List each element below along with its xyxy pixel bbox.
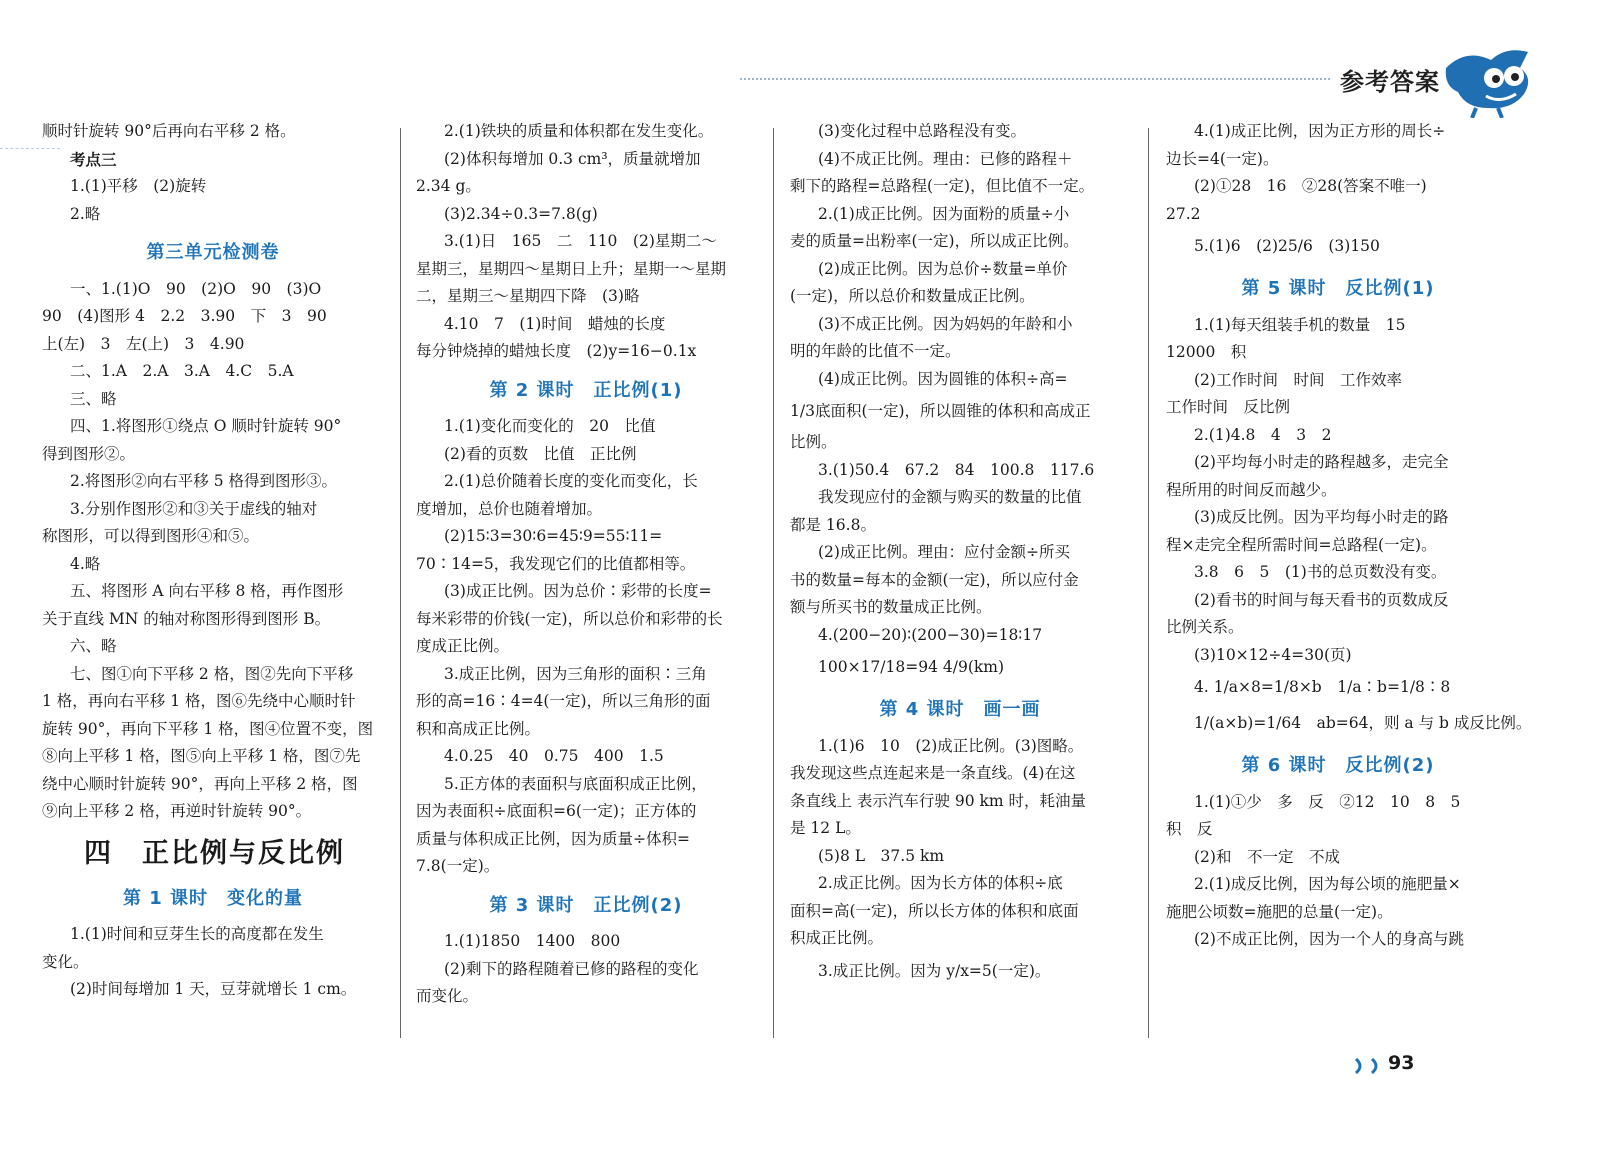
text-line: 明的年龄的比值不一定。	[790, 342, 961, 360]
text-line: 2.略	[70, 204, 101, 223]
text-line: 积和高成正比例。	[416, 719, 541, 738]
text-line: 积成正比例。	[790, 929, 884, 947]
chapter-title: 四 正比例与反比例	[84, 837, 345, 869]
text-line: ⑨向上平移 2 格，再逆时针旋转 90°。	[42, 802, 312, 820]
text-line: 顺时针旋转 90°后再向右平移 2 格。	[42, 122, 296, 140]
text-line: 度增加，总价也随着增加。	[416, 499, 603, 518]
text-line: 1.(1)每天组装手机的数量 15	[1194, 315, 1406, 334]
text-line: 旋转 90°，再向下平移 1 格，图④位置不变，图	[42, 719, 374, 738]
text-line: 3.(1)日 165 二 110 (2)星期二～	[444, 232, 717, 250]
text-line: 二，星期三～星期四下降 (3)略	[416, 287, 640, 305]
section-heading: 第 3 课时 正比例(2)	[489, 894, 683, 916]
header-title: 参考答案	[1340, 68, 1440, 96]
text-line: 比例关系。	[1166, 618, 1244, 636]
text-line: 是 12 L。	[790, 819, 861, 837]
text-line: 1.(1)时间和豆芽生长的高度都在发生	[70, 925, 324, 943]
text-line: 2.(1)成反比例，因为每公顷的施肥量×	[1194, 875, 1461, 893]
text-line: (2)工作时间 时间 工作效率	[1194, 370, 1402, 389]
text-line: 12000 积	[1166, 343, 1247, 361]
header-rule	[740, 78, 1330, 80]
text-line: 度成正比例。	[416, 637, 510, 655]
text-line: (2)平均每小时走的路程越多，走完全	[1194, 453, 1449, 471]
text-line: 4. 1/a×8=1/8×b 1/a∶b=1/8∶8	[1194, 678, 1451, 696]
text-line: 变化。	[42, 952, 89, 971]
text-line: 3.成正比例。因为 y/x=5(一定)。	[818, 961, 1051, 980]
text-line: 二、1.A 2.A 3.A 4.C 5.A	[70, 362, 294, 380]
text-line: 条直线上 表示汽车行驶 90 km 时，耗油量	[790, 791, 1087, 810]
text-line: 都是 16.8。	[790, 515, 876, 534]
column-divider	[1148, 128, 1149, 1038]
section-heading: 第 6 课时 反比例(2)	[1241, 755, 1435, 776]
text-line: (2)体积每增加 0.3 cm³，质量就增加	[444, 149, 701, 168]
text-line: (2)看的页数 比值 正比例	[444, 444, 637, 463]
text-line: 四、1.将图形①绕点 O 顺时针旋转 90°	[70, 417, 342, 435]
text-line: 5.(1)6 (2)25/6 (3)150	[1194, 237, 1380, 255]
text-line: (4)不成正比例。理由：已修的路程＋	[818, 149, 1073, 168]
text-line: 2.(1)4.8 4 3 2	[1194, 425, 1332, 444]
text-line: (2)15∶3=30∶6=45∶9=55∶11=	[444, 527, 663, 545]
text-line: 程所用的时间反而越少。	[1166, 480, 1337, 499]
text-line: 七、图①向下平移 2 格，图②先向下平移	[70, 664, 354, 683]
text-line: 2.(1)总价随着长度的变化而变化，长	[444, 472, 698, 490]
text-line: 关于直线 MN 的轴对称图形得到图形 B。	[42, 609, 331, 628]
text-line: 剩下的路程=总路程(一定)，但比值不一定。	[790, 177, 1095, 195]
text-line: 绕中心顺时针旋转 90°，再向上平移 2 格，图	[42, 774, 358, 793]
text-line: 积 反	[1166, 820, 1213, 838]
text-line: 4.0.25 40 0.75 400 1.5	[444, 747, 664, 765]
column-divider	[773, 128, 774, 1038]
text-line: 1.(1)①少 多 反 ②12 10 8 5	[1194, 792, 1461, 811]
text-line: 书的数量=每本的金额(一定)，所以应付金	[790, 570, 1079, 589]
text-line: 比例。	[790, 433, 837, 451]
text-line: 2.34 g。	[416, 177, 481, 195]
text-line: 程×走完全程所需时间=总路程(一定)。	[1166, 535, 1437, 554]
section-heading: 第 1 课时 变化的量	[122, 887, 304, 909]
text-line: (5)8 L 37.5 km	[818, 846, 945, 865]
text-line: (3)成正比例。因为总价∶彩带的长度=	[444, 582, 712, 600]
section-heading: 第 5 课时 反比例(1)	[1241, 278, 1435, 299]
text-line: 2.将图形②向右平移 5 格得到图形③。	[70, 472, 338, 490]
section-heading: 第 2 课时 正比例(1)	[489, 379, 683, 401]
text-line: 因为表面积÷底面积=6(一定)；正方体的	[416, 802, 697, 820]
text-line: 90 (4)图形 4 2.2 3.90 下 3 90	[42, 307, 327, 325]
text-line: 1/3底面积(一定)，所以圆锥的体积和高成正	[790, 402, 1091, 420]
text-line: (3)不成正比例。因为妈妈的年龄和小	[818, 314, 1073, 333]
text-line: (2)不成正比例，因为一个人的身高与跳	[1194, 930, 1464, 948]
text-line: 1.(1)平移 (2)旋转	[70, 177, 207, 195]
text-line: 形的高=16∶4=4(一定)，所以三角形的面	[416, 692, 711, 710]
text-line: 4.(1)成正比例，因为正方形的周长÷	[1194, 122, 1446, 140]
text-line: (3)成反比例。因为平均每小时走的路	[1194, 508, 1449, 526]
column-divider	[400, 128, 401, 1038]
text-line: (4)成正比例。因为圆锥的体积÷高=	[818, 369, 1068, 388]
text-line: 1 格，再向右平移 1 格，图⑥先绕中心顺时针	[42, 692, 356, 710]
text-line: 3.成正比例，因为三角形的面积∶三角	[444, 664, 707, 683]
text-line: 2.(1)成正比例。因为面粉的质量÷小	[818, 204, 1070, 223]
text-line: (2)剩下的路程随着已修的路程的变化	[444, 959, 699, 978]
text-line: 1.(1)6 10 (2)成正比例。(3)图略。	[818, 736, 1084, 755]
text-line: 100×17/18=94 4/9(km)	[818, 658, 1005, 676]
text-line: (2)看书的时间与每天看书的页数成反	[1194, 590, 1449, 609]
text-line: 称图形，可以得到图形④和⑤。	[42, 527, 260, 545]
text-line: 我发现这些点连起来是一条直线。(4)在这	[790, 764, 1076, 782]
text-line: (一定)，所以总价和数量成正比例。	[790, 287, 1035, 305]
answer-column-2	[416, 118, 756, 1011]
text-line: 27.2	[1166, 204, 1201, 223]
text-line: 而变化。	[416, 987, 479, 1005]
text-line: (3)变化过程中总路程没有变。	[818, 122, 1026, 140]
text-line: 3.8 6 5 (1)书的总页数没有变。	[1194, 563, 1447, 581]
answer-column-3	[790, 118, 1130, 989]
text-line: (2)①28 16 ②28(答案不唯一)	[1194, 177, 1427, 195]
text-line: 1.(1)1850 1400 800	[444, 932, 621, 950]
text-line: (2)成正比例。理由：应付金额÷所买	[818, 543, 1070, 561]
text-line: 六、略	[70, 637, 117, 655]
text-line: 4.略	[70, 554, 101, 573]
text-line: 五、将图形 A 向右平移 8 格，再作图形	[70, 582, 344, 600]
text-line: 得到图形②。	[42, 444, 136, 463]
text-line: ⑧向上平移 1 格，图⑤向上平移 1 格，图⑦先	[42, 747, 361, 765]
text-line: 7.8(一定)。	[416, 857, 500, 875]
answer-column-1	[42, 118, 384, 1004]
text-line: 1.(1)变化而变化的 20 比值	[444, 417, 656, 435]
text-line: 麦的质量=出粉率(一定)，所以成正比例。	[790, 232, 1079, 250]
section-heading: 第 4 课时 画一画	[879, 699, 1041, 720]
text-line: (3)10×12÷4=30(页)	[1194, 645, 1352, 664]
text-line: 面积=高(一定)，所以长方体的体积和底面	[790, 901, 1079, 920]
text-line: 边长=4(一定)。	[1166, 149, 1279, 168]
page-arc-icon	[1352, 1056, 1388, 1076]
text-line: 施肥公顷数=施肥的总量(一定)。	[1166, 902, 1393, 921]
text-line: 5.正方体的表面积与底面积成正比例，	[444, 774, 707, 793]
text-line: (2)和 不一定 不成	[1194, 847, 1340, 866]
text-line: (2)成正比例。因为总价÷数量=单价	[818, 259, 1068, 278]
text-line: 3.(1)50.4 67.2 84 100.8 117.6	[818, 460, 1095, 479]
text-line: 工作时间 反比例	[1166, 398, 1291, 416]
answer-column-4	[1166, 118, 1532, 954]
text-line: 每米彩带的价钱(一定)，所以总价和彩带的长	[416, 609, 723, 628]
text-line: 三、略	[70, 389, 117, 408]
mascot-icon	[1436, 38, 1546, 118]
text-line: 每分钟烧掉的蜡烛长度 (2)y=16−0.1x	[416, 342, 697, 360]
text-line: 质量与体积成正比例，因为质量÷体积=	[416, 829, 690, 848]
section-heading: 第三单元检测卷	[146, 242, 280, 263]
page-number: 93	[1388, 1052, 1415, 1074]
text-line: 1/(a×b)=1/64 ab=64，则 a 与 b 成反比例。	[1194, 714, 1532, 732]
text-line: 70∶14=5，我发现它们的比值都相等。	[416, 554, 696, 573]
text-line: 上(左) 3 左(上) 3 4.90	[42, 334, 245, 353]
text-line: 2.(1)铁块的质量和体积都在发生变化。	[444, 122, 714, 140]
text-line: 4.10 7 (1)时间 蜡烛的长度	[444, 314, 666, 333]
text-line: 4.(200−20)∶(200−30)=18∶17	[818, 625, 1043, 644]
text-line: 星期三，星期四～星期日上升；星期一～星期	[416, 259, 727, 278]
text-line: (3)2.34÷0.3=7.8(g)	[444, 204, 598, 223]
text-line: 考点三	[70, 149, 117, 169]
text-line: (2)时间每增加 1 天，豆芽就增长 1 cm。	[70, 980, 357, 998]
text-line: 额与所买书的数量成正比例。	[790, 598, 992, 616]
text-line: 3.分别作图形②和③关于虚线的轴对	[70, 499, 318, 518]
text-line: 2.成正比例。因为长方体的体积÷底	[818, 874, 1063, 892]
text-line: 一、1.(1)O 90 (2)O 90 (3)O	[70, 279, 322, 298]
text-line: 我发现应付的金额与购买的数量的比值	[818, 488, 1082, 506]
